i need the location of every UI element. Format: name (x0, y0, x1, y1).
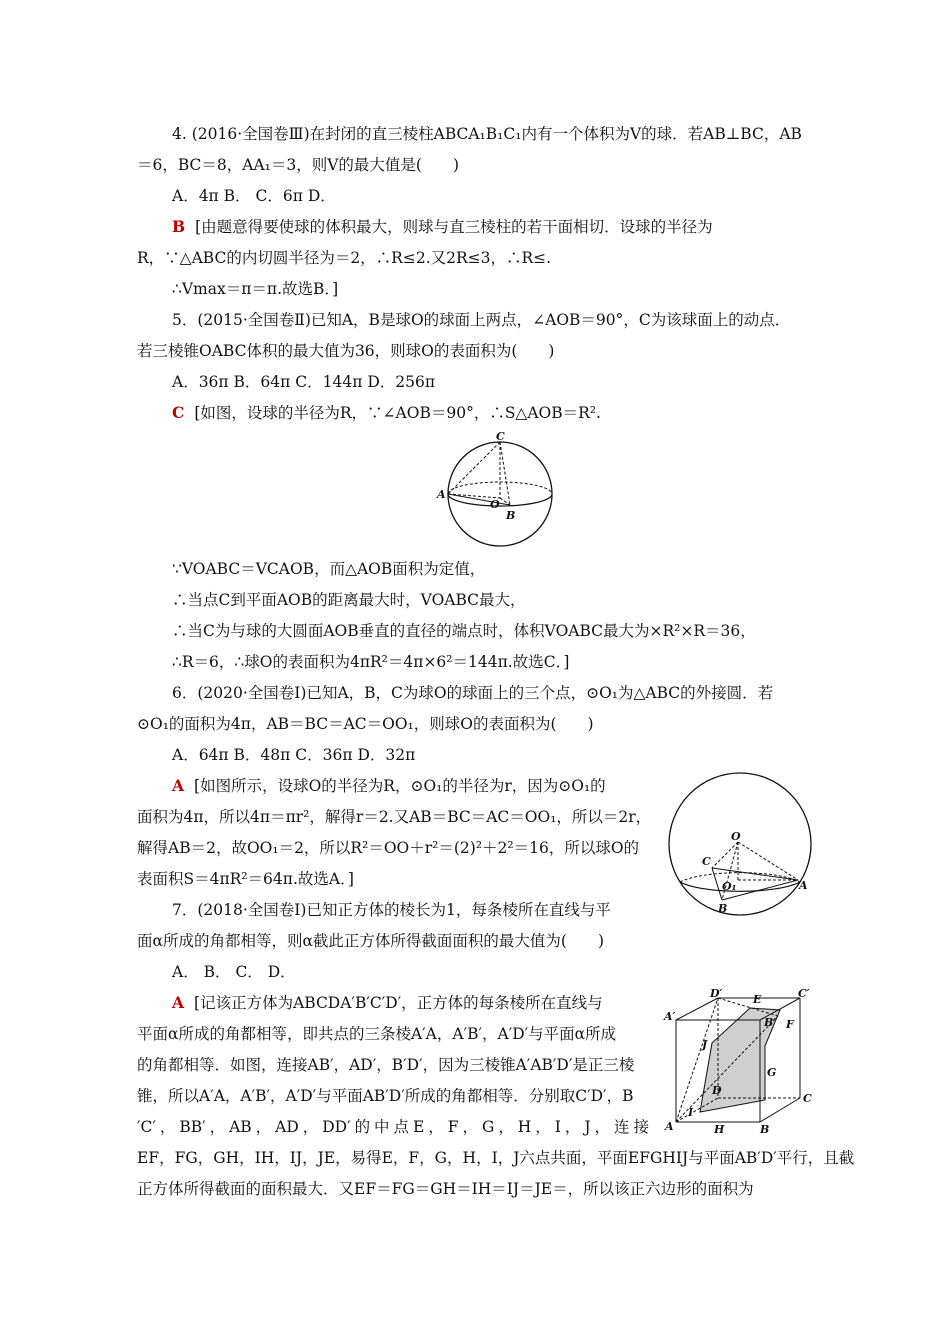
q4-solution-line1 (172, 217, 713, 237)
q7-fig-label-c1: C′ (798, 988, 810, 1000)
q6-fig-label-o: O (731, 830, 741, 843)
q7-fig-label-f: F (786, 1018, 794, 1031)
q6-fig-label-b: B (718, 902, 728, 915)
q6-solution-line2: 面积为4π，所以4π＝πr²，解得r＝2.又AB＝BC＝AC＝OO₁，所以＝2r， (137, 808, 652, 826)
q5-fig-label-o: O (490, 498, 500, 511)
q5-solution-line3: ∴当点C到平面AOB的距离最大时，VOABC最大， (172, 591, 526, 609)
q7-cube-figure (660, 988, 820, 1138)
q5-answer: C (172, 403, 185, 422)
q5-solution-line1 (172, 403, 601, 423)
q6-fig-label-o1: O₁ (722, 880, 737, 893)
q6-solution-line4: 表面积S＝4πR²＝64π.故选A．] (137, 870, 354, 888)
q7-fig-label-a1: A′ (664, 1010, 676, 1023)
q7-fig-label-i: I (688, 1106, 694, 1119)
q5-fig-label-b: B (506, 509, 516, 522)
q7-solution-line1 (172, 993, 603, 1013)
q5-solution-line4: ∴当C为与球的大圆面AOB垂直的直径的端点时，体积VOABC最大为×R²×R＝36， (172, 622, 756, 640)
q7-solution-line5: ′C′，BB′，AB，AD，DD′的中点E，F，G，H，I，J，连接 (137, 1118, 649, 1136)
q4-stem-line2: ＝6，BC＝8，AA₁＝3，则V的最大值是( ) (137, 156, 460, 174)
q5-sphere-figure (432, 428, 562, 553)
q5-solution-line5: ∴R＝6，∴球O的表面积为4πR²＝4π×6²＝144π.故选C．] (172, 653, 570, 671)
q7-fig-label-e: E (753, 993, 762, 1006)
q4-solution-line3: ∴Vmax＝π＝π.故选B．] (172, 280, 339, 298)
q6-options: A．64π B．48π C．36π D．32π (172, 746, 416, 764)
q7-fig-label-a: A (665, 1120, 674, 1133)
q5-solution-line2: ∵VOABC＝VCAOB，而△AOB面积为定值， (172, 560, 486, 578)
q5-solution-text1: [如图，设球的半径为R，∵∠AOB＝90°，∴S△AOB＝R². (194, 404, 601, 422)
q6-solution-line3: 解得AB＝2，故OO₁＝2，所以R²＝OO＋r²＝(2)²＋2²＝16，所以球O的 (137, 839, 640, 857)
q7-fig-label-c: C (803, 1092, 812, 1105)
q7-solution-line6: EF，FG，GH，IH，IJ，JE，易得E，F，G，H，I，J六点共面，平面EFGHIJ与平面AB′D′平行，且截 (137, 1149, 855, 1167)
q7-fig-label-j: J (702, 1038, 708, 1051)
q5-stem-line2: 若三棱锥OABC体积的最大值为36，则球O的表面积为( ) (137, 342, 555, 360)
q4-solution-line2: R，∵△ABC的内切圆半径为＝2，∴R≤2.又2R≤3，∴R≤. (137, 249, 552, 267)
q7-fig-label-g: G (767, 1066, 777, 1079)
q5-options: A．36π B．64π C．144π D．256π (172, 373, 436, 391)
q7-solution-line7: 正方体所得截面的面积最大．又EF＝FG＝GH＝IH＝IJ＝JE＝，所以该正六边形的面积为 (137, 1180, 754, 1198)
q5-stem-line1: 5．(2015·全国卷Ⅱ)已知A，B是球O的球面上两点，∠AOB＝90°，C为该球面上的动点． (172, 311, 791, 329)
q6-sphere-figure (660, 770, 820, 920)
q7-solution-text1: [记该正方体为ABCDA′B′C′D′，正方体的每条棱所在直线与 (194, 994, 603, 1012)
q7-answer: A (172, 993, 185, 1012)
q4-solution-text1: [由题意得要使球的体积最大，则球与直三棱柱的若干面相切．设球的半径为 (195, 218, 713, 236)
q7-solution-line2: 平面α所成的角都相等，即共点的三条棱A′A，A′B′，A′D′与平面α所成 (137, 1025, 617, 1043)
q5-fig-label-a: A (437, 488, 446, 501)
q7-fig-label-h: H (714, 1123, 725, 1136)
q6-fig-label-c: C (702, 855, 711, 868)
q7-stem-line1: 7．(2018·全国卷Ⅰ)已知正方体的棱长为1，每条棱所在直线与平 (172, 901, 611, 919)
q6-solution-text1: [如图所示，设球O的半径为R，⊙O₁的半径为r，因为⊙O₁的 (194, 777, 606, 795)
q7-fig-label-d1: D′ (710, 988, 723, 1000)
q7-fig-label-b: B (760, 1123, 770, 1136)
q6-solution-line1 (172, 776, 606, 796)
q6-stem-line2: ⊙O₁的面积为4π，AB＝BC＝AC＝OO₁，则球O的表面积为( ) (137, 715, 594, 733)
q7-fig-label-b1: B′ (764, 1016, 777, 1029)
q7-options: A． B． C． D． (172, 963, 296, 981)
q7-solution-line3: 的角都相等．如图，连接AB′，AD′，B′D′，因为三棱锥A′AB′D′是正三棱 (137, 1056, 635, 1074)
q6-stem-line1: 6．(2020·全国卷Ⅰ)已知A，B，C为球O的球面上的三个点，⊙O₁为△ABC的外接圆．若 (172, 684, 774, 702)
q7-stem-line2: 面α所成的角都相等，则α截此正方体所得截面面积的最大值为( ) (137, 932, 605, 950)
q4-options: A．4π B． C．6π D． (172, 187, 336, 205)
q7-solution-line4: 锥，所以A′A，A′B′，A′D′与平面AB′D′所成的角都相等．分别取C′D′，B (137, 1087, 634, 1105)
q7-fig-label-d: D (712, 1084, 722, 1097)
q6-answer: A (172, 776, 185, 795)
q5-fig-label-c: C (496, 430, 505, 443)
q4-answer: B (172, 217, 186, 236)
q6-fig-label-a: A (799, 879, 808, 892)
q4-stem-line1: 4. (2016·全国卷Ⅲ)在封闭的直三棱柱ABCA₁B₁C₁内有一个体积为V的球．若AB⊥BC，AB (172, 125, 802, 143)
